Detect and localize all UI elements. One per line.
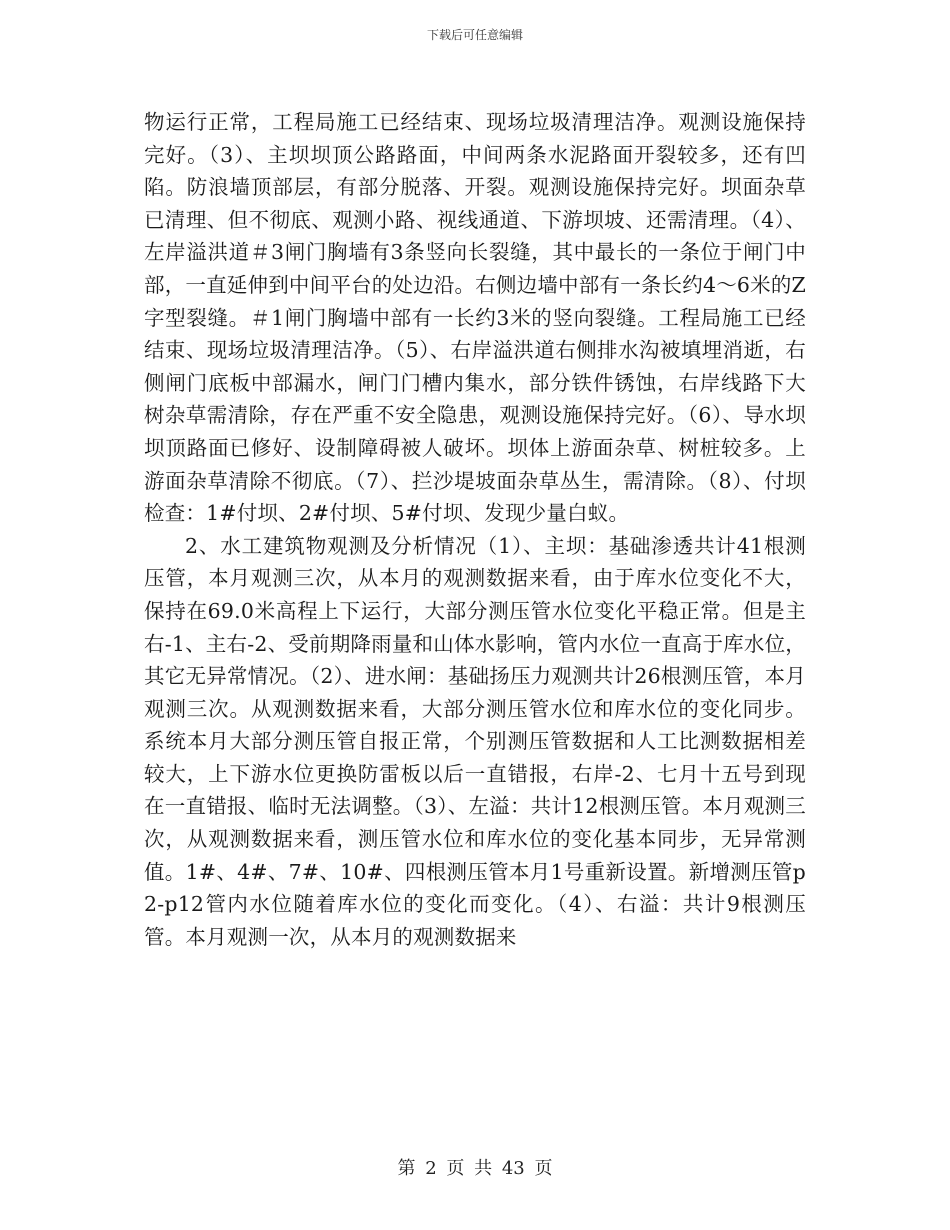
page-footer: 第 2 页 共 43 页 [397,1158,553,1179]
document-body [144,106,806,953]
page-header: 下载后可任意编辑 [426,28,523,42]
paragraph-inspection: 物运行正常，工程局施工已经结束、现场垃圾清理洁净。观测设施保持完好。（3）、主坝坝顶公路路面，中间两条水泥路面开裂较多，还有凹陷。防浪墙顶部层，有部分脱落、开裂。观测设施保持完好。坝面杂草已清理、但不彻底、观测小路、视线通道、下游坝坡、还需清理。（4）、左岸溢洪道＃3闸门胸墙有3条竖向长裂缝，其中最长的一条位于闸门中部，一直延伸到中间平台的处边沿。右侧边墙中部有一条长约4～6米的Z字型裂缝。＃1闸门胸墙中部有一长约3米的竖向裂缝。工程局施工已经结束、现场垃圾清理洁净。（5）、右岸溢洪道右侧排水沟被填埋消逝，右侧闸门底板中部漏水，闸门门槽内集水，部分铁件锈蚀，右岸线路下大树杂草需清除，存在严重不安全隐患，观测设施保持完好。（6）、导水坝坝顶路面已修好、设制障碍被人破坏。坝体上游面杂草、树桩较多。上游面杂草清除不彻底。（7）、拦沙堤坡面杂草丛生，需清除。（8）、付坝检查：1#付坝、2#付坝、5#付坝、发现少量白蚁。 [144,110,806,526]
paragraph-observation: 2、水工建筑物观测及分析情况（1）、主坝：基础渗透共计41根测压管，本月观测三次，从本月的观测数据来看，由于库水位变化不大，保持在69.0米高程上下运行，大部分测压管水位变化平稳正常。但是主右-1、主右-2、受前期降雨量和山体水影响，管内水位一直高于库水位，其它无异常情况。（2）、进水闸：基础扬压力观测共计26根测压管，本月观测三次。从观测数据来看，大部分测压管水位和库水位的变化同步。系统本月大部分测压管自报正常，个别测压管数据和人工比测数据相差较大，上下游水位更换防雷板以后一直错报，右岸-2、七月十五号到现在一直错报、临时无法调整。（3）、左溢：共计12根测压管。本月观测三次，从观测数据来看，测压管水位和库水位的变化基本同步，无异常测值。1#、4#、7#、10#、四根测压管本月1号重新设置。新增测压管p2-p12管内水位随着库水位的变化而变化。（4）、右溢：共计9根测压管。本月观测一次，从本月的观测数据来 [144,533,806,949]
